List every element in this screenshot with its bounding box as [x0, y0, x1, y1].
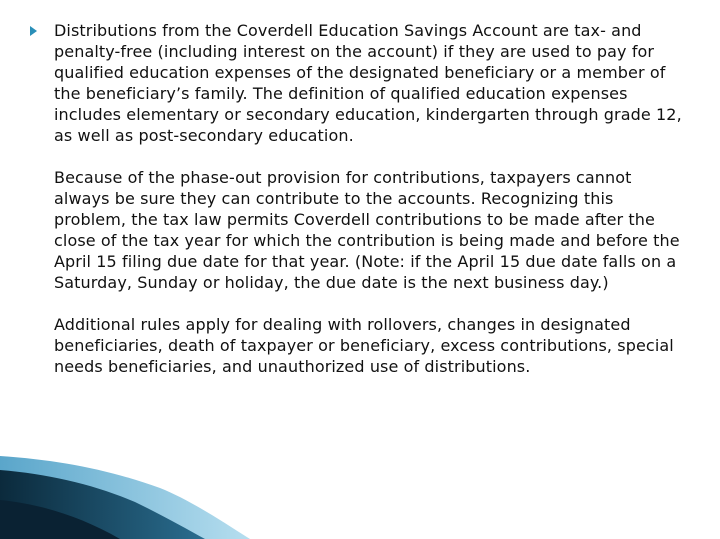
- paragraph-distributions: Distributions from the Coverdell Education Savings Account are tax- and penalty-free (including interest on the account) if they are used to pay for qualified education expenses of the designated beneficiary or a member of the beneficiary’s family. The definition of qualified education expenses includes elementary or secondary education, kindergarten through grade 12, as well as post-secondary education.: [54, 21, 682, 145]
- paragraph-additional-rules: Additional rules apply for dealing with rollovers, changes in designated beneficiaries, death of taxpayer or beneficiary, excess contributions, special needs beneficiaries, and unauthorized use of distributions.: [54, 315, 674, 376]
- paragraph-phase-out: Because of the phase-out provision for contributions, taxpayers cannot always be sure they can contribute to the accounts. Recognizing this problem, the tax law permits Coverdell contributions to be made after the close of the tax year for which the contribution is being made and before the April 15 filing due date for that year. (Note: if the April 15 due date falls on a Saturday, Sunday or holiday, the due date is the next business day.): [54, 168, 680, 292]
- triangle-bullet-icon: [30, 26, 37, 36]
- bullet-text: [54, 20, 690, 377]
- decorative-wave: [0, 430, 720, 539]
- bullet-point: [30, 20, 690, 377]
